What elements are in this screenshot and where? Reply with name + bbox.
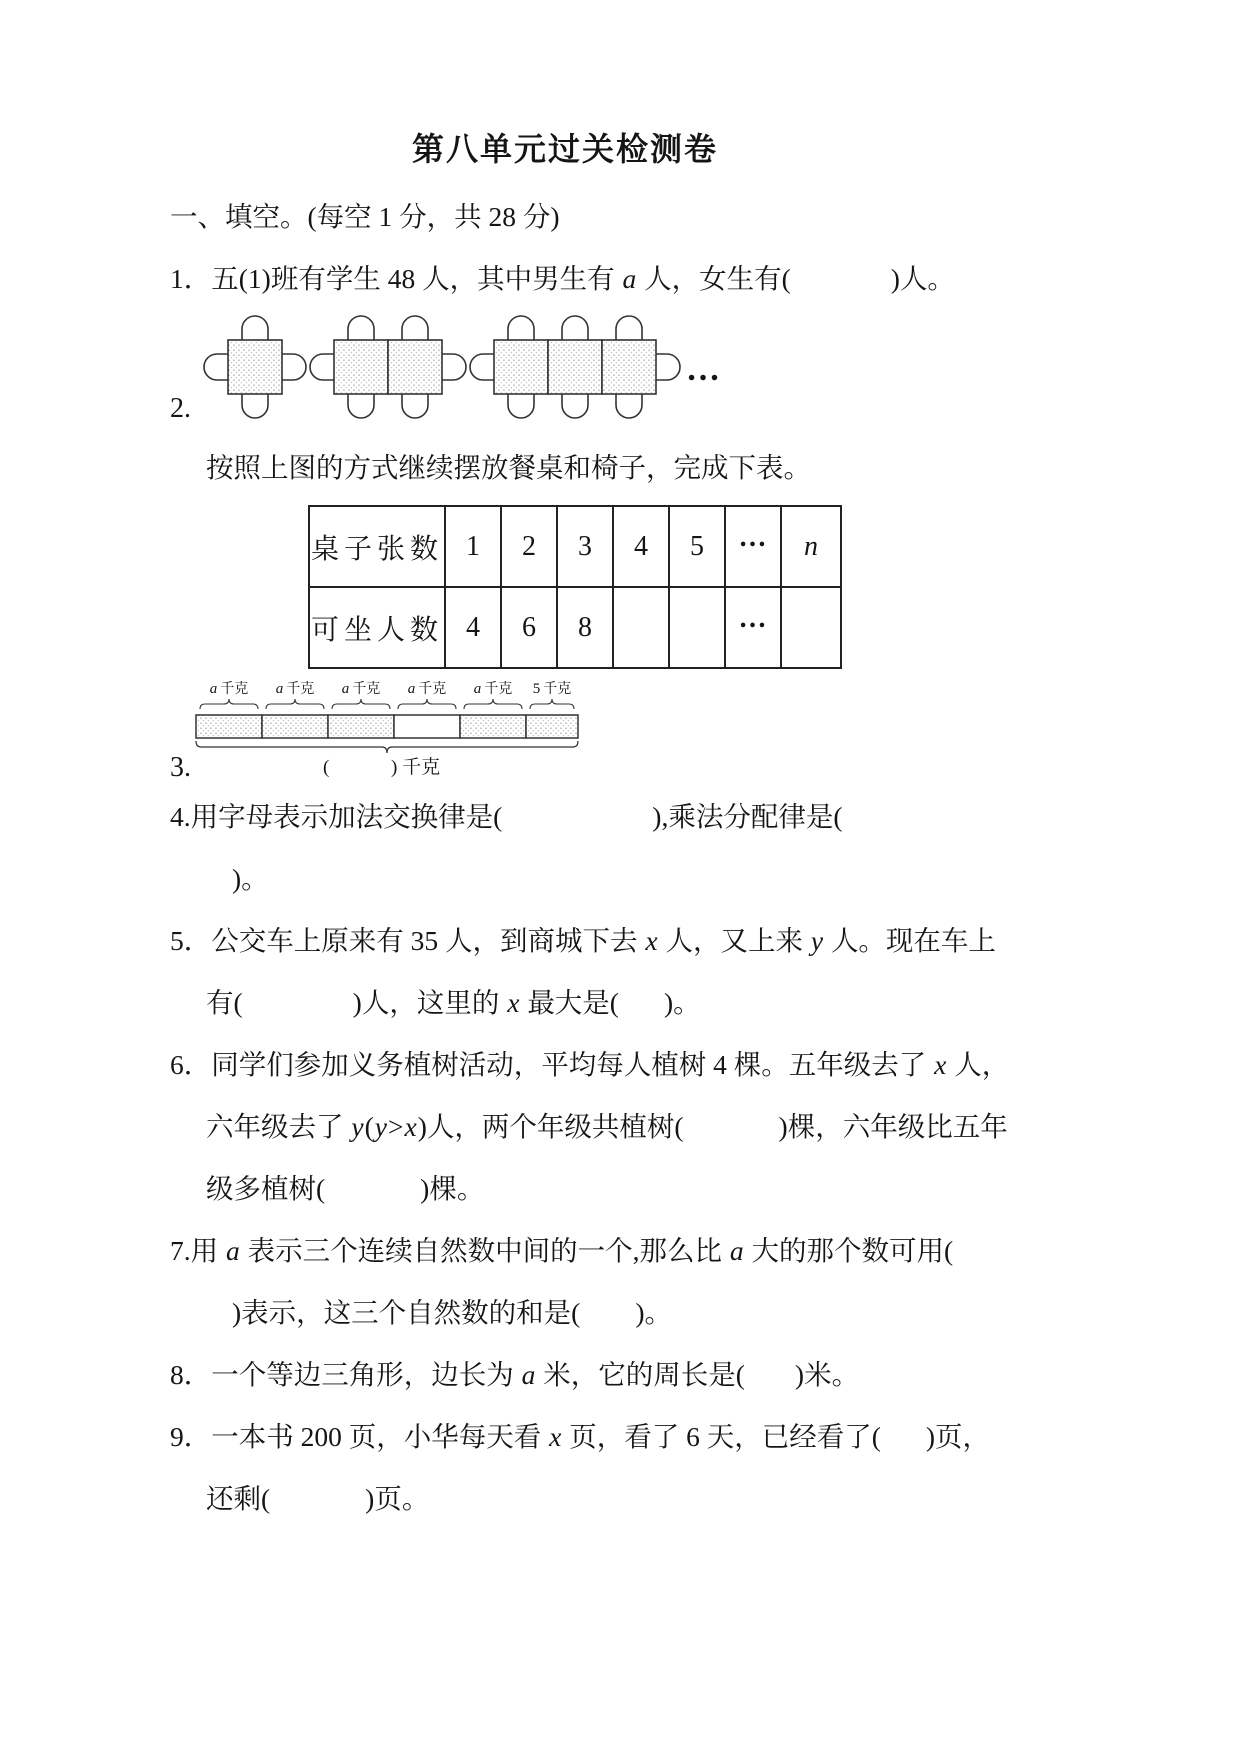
- chair-icon: [442, 354, 466, 380]
- dining-table: [602, 340, 656, 394]
- question-1: [170, 248, 1090, 310]
- table-cell: 6: [501, 587, 557, 668]
- variable: x: [645, 925, 658, 956]
- table-cell: 1: [445, 506, 501, 587]
- bar-segment: [196, 715, 262, 738]
- bar-segment: [262, 715, 328, 738]
- variable: a: [729, 1235, 744, 1266]
- table-cell: [613, 587, 669, 668]
- question-line: 有( )人，这里的 x 最大是( )。: [206, 987, 701, 1018]
- variable: a: [622, 263, 637, 294]
- variable: y: [351, 1111, 364, 1142]
- question-line: )表示，这三个自然数的和是( )。: [232, 1297, 672, 1328]
- question-line: 9．一本书 200 页，小华每天看 x 页，看了 6 天，已经看了( )页，: [170, 1421, 991, 1452]
- question-line: 六年级去了 y(y>x)人，两个年级共植树( )棵，六年级比五年: [206, 1111, 1008, 1142]
- segment-label: a 千克: [275, 681, 315, 697]
- bar-segment: [460, 715, 526, 738]
- chair-icon: [348, 394, 374, 418]
- segment-label: a 千克: [473, 681, 513, 697]
- table-cell: 8: [557, 587, 613, 668]
- chair-icon: [242, 316, 268, 340]
- answer-blank: [684, 1134, 779, 1136]
- chair-icon: [282, 354, 306, 380]
- dining-table: [548, 340, 602, 394]
- row-header: 可坐人数: [309, 587, 445, 668]
- variable: x: [934, 1049, 947, 1080]
- page-title: 第八单元过关检测卷: [411, 131, 718, 167]
- answer-blank: [502, 824, 652, 826]
- dining-table: [228, 340, 282, 394]
- segment-brace: [332, 699, 390, 709]
- ellipsis-text: …: [686, 351, 720, 388]
- dining-table: [334, 340, 388, 394]
- dining-table: [388, 340, 442, 394]
- segment-brace: [200, 699, 258, 709]
- answer-blank: [270, 1506, 365, 1508]
- question-line: )。: [232, 863, 269, 894]
- variable: y: [374, 1111, 387, 1142]
- section-heading: 一、填空。(每空 1 分，共 28 分): [170, 201, 560, 232]
- tables-chairs-svg: [198, 314, 743, 432]
- variable: x: [549, 1421, 562, 1452]
- table-cell: …: [725, 506, 781, 587]
- question-3-figure-row: [170, 677, 1090, 786]
- answer-blank: [580, 1320, 635, 1322]
- table-cell: …: [725, 587, 781, 668]
- variable: x: [404, 1111, 417, 1142]
- segment-brace: [530, 699, 574, 709]
- question-2-caption: [170, 437, 1090, 499]
- segment-label: a 千克: [407, 681, 447, 697]
- question-line: 级多植树( )棵。: [206, 1173, 485, 1204]
- chair-icon: [508, 394, 534, 418]
- answer-blank: [881, 1444, 926, 1446]
- answer-blank: [325, 1196, 420, 1198]
- chair-icon: [242, 394, 268, 418]
- question-line: 按照上图的方式继续摆放餐桌和椅子，完成下表。: [206, 452, 811, 483]
- table-cell: n: [781, 506, 841, 587]
- variable: x: [507, 987, 520, 1018]
- answer-blank: [791, 286, 891, 288]
- chair-icon: [562, 394, 588, 418]
- question-line: 7.用 a 表示三个连续自然数中间的一个,那么比 a 大的那个数可用(: [170, 1235, 954, 1266]
- variable: a: [226, 1235, 240, 1266]
- segment-brace: [464, 699, 522, 709]
- weights-bar-svg: [190, 677, 590, 781]
- question-line: 1．五(1)班有学生 48 人，其中男生有 a 人，女生有( )人。: [170, 263, 955, 294]
- segment-brace: [398, 699, 456, 709]
- question-3-number: 3.: [170, 752, 191, 783]
- segment-label: a 千克: [341, 681, 381, 697]
- table-row: [309, 587, 841, 668]
- question-line: 5．公交车上原来有 35 人，到商城下去 x 人，又上来 y 人。现在车上: [170, 925, 996, 956]
- segment-label: 5 千克: [532, 681, 572, 697]
- chair-icon: [402, 394, 428, 418]
- chair-icon: [616, 394, 642, 418]
- chair-icon: [656, 354, 680, 380]
- chair-icon: [508, 316, 534, 340]
- table-cell: 4: [445, 587, 501, 668]
- table-cell: 4: [613, 506, 669, 587]
- questions-4-to-9: [170, 786, 1090, 1530]
- chair-icon: [470, 354, 494, 380]
- question-line: 4.用字母表示加法交换律是( ),乘法分配律是(: [170, 801, 843, 832]
- segment-label: a 千克: [209, 681, 249, 697]
- chair-icon: [348, 316, 374, 340]
- dining-table: [494, 340, 548, 394]
- table-cell: [781, 587, 841, 668]
- variable: a: [521, 1359, 536, 1390]
- chair-icon: [402, 316, 428, 340]
- chair-icon: [616, 316, 642, 340]
- question-2-figure-row: [170, 314, 1090, 437]
- total-brace: [196, 741, 578, 753]
- total-label: ( ) 千克: [323, 757, 441, 778]
- chair-icon: [204, 354, 228, 380]
- bar-segment: [526, 715, 578, 738]
- table-cell: 3: [557, 506, 613, 587]
- answer-blank: [745, 1382, 795, 1384]
- bar-segment: [394, 715, 460, 738]
- table-row: [309, 506, 841, 587]
- chair-icon: [562, 316, 588, 340]
- seats-table: [308, 505, 842, 669]
- bar-segment: [328, 715, 394, 738]
- chair-icon: [310, 354, 334, 380]
- table-cell: 5: [669, 506, 725, 587]
- answer-blank: [619, 1010, 664, 1012]
- table-cell: [669, 587, 725, 668]
- question-line: 6．同学们参加义务植树活动，平均每人植树 4 棵。五年级去了 x 人，: [170, 1049, 1010, 1080]
- table-cell: 2: [501, 506, 557, 587]
- row-header: 桌子张数: [309, 506, 445, 587]
- segment-brace: [266, 699, 324, 709]
- question-2-number: 2.: [170, 393, 191, 424]
- answer-blank: [243, 1010, 353, 1012]
- tables-chairs-diagram: [198, 314, 743, 437]
- weights-bar-diagram: [190, 677, 590, 786]
- question-line: 8．一个等边三角形，边长为 a 米，它的周长是( )米。: [170, 1359, 860, 1390]
- question-line: 还剩( )页。: [206, 1483, 430, 1514]
- variable: y: [810, 925, 824, 956]
- seats-table-wrap: [308, 505, 1090, 669]
